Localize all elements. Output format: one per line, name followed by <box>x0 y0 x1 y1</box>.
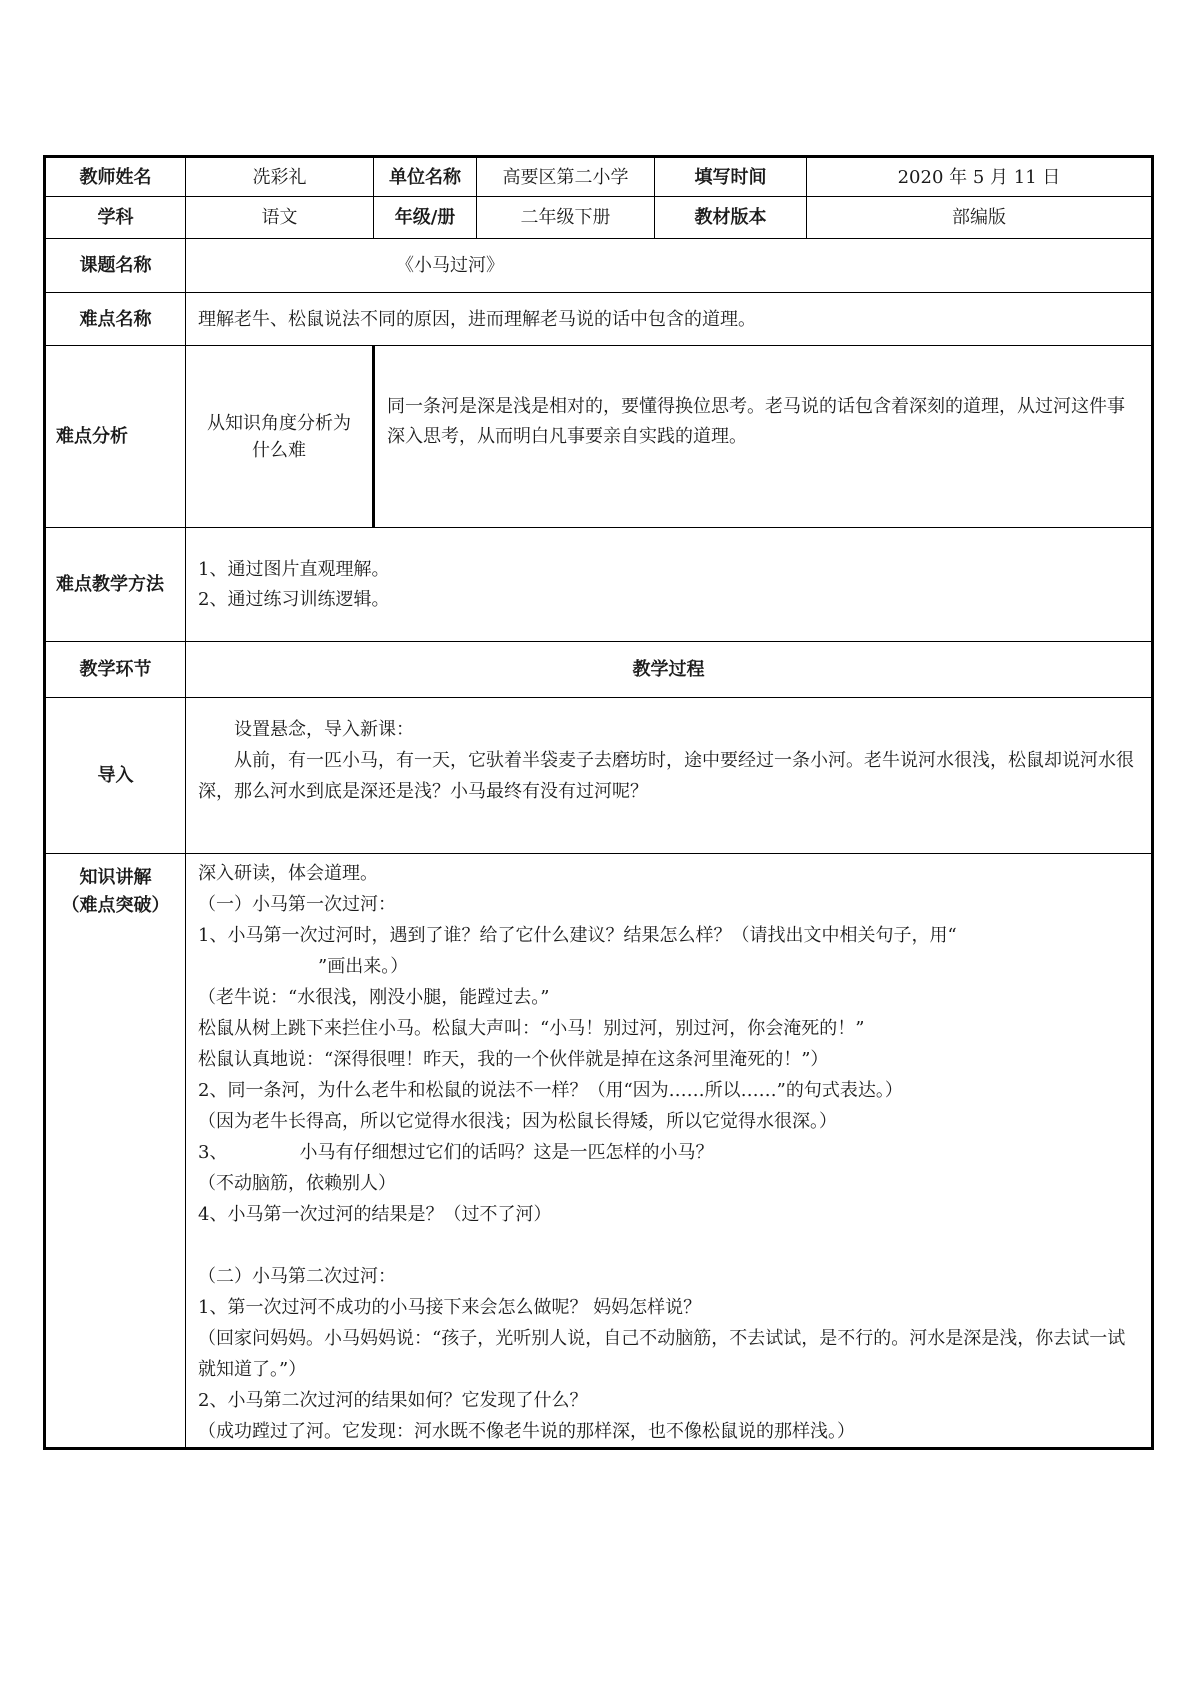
knowledge-line: ”画出来。） <box>318 956 409 977</box>
knowledge-line: （成功蹚过了河。它发现：河水既不像老牛说的那样深，也不像松鼠说的那样浅。） <box>198 1421 855 1442</box>
process-header-row <box>45 642 1153 698</box>
edition-value: 部编版 <box>807 197 1153 239</box>
difficulty-value: 理解老牛、松鼠说法不同的原因，进而理解老马说的话中包含的道理。 <box>186 293 1153 346</box>
date-value: 2020 年 5 月 11 日 <box>807 157 1153 197</box>
blank-gap <box>198 1230 1141 1261</box>
analysis-sub-label <box>186 346 374 528</box>
method-item: 1、通过图片直观理解。 <box>198 558 390 580</box>
difficulty-row <box>45 293 1153 346</box>
knowledge-line: （老牛说：“水很浅，刚没小腿，能蹚过去。” <box>198 987 550 1008</box>
intro-row <box>45 698 1153 854</box>
method-item: 2、通过练习训练逻辑。 <box>198 588 390 610</box>
process-label: 教学过程 <box>186 642 1153 698</box>
knowledge-line: （不动脑筋，依赖别人） <box>198 1173 396 1194</box>
analysis-sub-label-line-2: 什么难 <box>252 439 306 461</box>
intro-body <box>186 698 1153 854</box>
teacher-label: 教师姓名 <box>45 157 186 197</box>
topic-label: 课题名称 <box>45 239 186 293</box>
header-row-1 <box>45 157 1153 197</box>
knowledge-label <box>45 854 186 1449</box>
intro-line-1: 设置悬念，导入新课： <box>234 719 414 740</box>
header-row-2 <box>45 197 1153 239</box>
knowledge-line: （回家问妈妈。小马妈妈说：“孩子，光听别人说，自己不动脑筋，不去试试，是不行的。河水是深是浅，你去试一试就知道了。”） <box>198 1328 1126 1380</box>
knowledge-row <box>45 854 1153 1449</box>
method-row <box>45 528 1153 642</box>
analysis-row <box>45 346 1153 528</box>
topic-value: 《小马过河》 <box>186 239 1153 293</box>
lesson-plan-table <box>43 155 1154 1450</box>
subject-value: 语文 <box>186 197 374 239</box>
knowledge-line: 1、小马第一次过河时，遇到了谁？给了它什么建议？结果怎么样？（请找出文中相关句子，用“ <box>198 925 957 946</box>
stage-label: 教学环节 <box>45 642 186 698</box>
knowledge-line: （因为老牛长得高，所以它觉得水很浅；因为松鼠长得矮，所以它觉得水很深。） <box>198 1111 837 1132</box>
edition-label: 教材版本 <box>655 197 807 239</box>
unit-label: 单位名称 <box>374 157 477 197</box>
analysis-sub-label-line-1: 从知识角度分析为 <box>207 412 351 434</box>
knowledge-body <box>186 854 1153 1449</box>
knowledge-line: 松鼠从树上跳下来拦住小马。松鼠大声叫：“小马！别过河，别过河，你会淹死的！” <box>198 1018 865 1039</box>
topic-row <box>45 239 1153 293</box>
subject-label: 学科 <box>45 197 186 239</box>
knowledge-line: 2、同一条河，为什么老牛和松鼠的说法不一样？（用“因为……所以……”的句式表达。） <box>198 1080 903 1101</box>
knowledge-line-3-number: 3、 <box>198 1142 228 1163</box>
knowledge-label-line-2: （难点突破） <box>61 895 170 916</box>
knowledge-label-line-1: 知识讲解 <box>79 867 152 888</box>
knowledge-line-3 <box>198 1137 1141 1168</box>
analysis-label: 难点分析 <box>45 346 186 528</box>
grade-label: 年级/册 <box>374 197 477 239</box>
difficulty-label: 难点名称 <box>45 293 186 346</box>
teacher-value: 冼彩礼 <box>186 157 374 197</box>
knowledge-line: 4、小马第一次过河的结果是？（过不了河） <box>198 1204 552 1225</box>
unit-value: 高要区第二小学 <box>477 157 655 197</box>
knowledge-line: 2、小马第二次过河的结果如何？它发现了什么？ <box>198 1390 588 1411</box>
grade-value: 二年级下册 <box>477 197 655 239</box>
knowledge-line-3-text: 小马有仔细想过它们的话吗？这是一匹怎样的小马？ <box>299 1142 714 1163</box>
method-label: 难点教学方法 <box>45 528 186 642</box>
analysis-text: 同一条河是深是浅是相对的，要懂得换位思考。老马说的话包含着深刻的道理，从过河这件事深入思考，从而明白凡事要亲自实践的道理。 <box>374 346 1153 528</box>
intro-line-2: 从前，有一匹小马，有一天，它驮着半袋麦子去磨坊时，途中要经过一条小河。老牛说河水很浅，松鼠却说河水很深，那么河水到底是深还是浅？小马最终有没有过河呢？ <box>198 750 1134 802</box>
knowledge-line: （一）小马第一次过河： <box>198 894 396 915</box>
knowledge-line: 1、第一次过河不成功的小马接下来会怎么做呢？ 妈妈怎样说？ <box>198 1297 702 1318</box>
knowledge-line: （二）小马第二次过河： <box>198 1266 396 1287</box>
intro-label: 导入 <box>45 698 186 854</box>
knowledge-line: 深入研读，体会道理。 <box>198 863 378 884</box>
method-list <box>186 528 1153 642</box>
knowledge-line: 松鼠认真地说：“深得很哩！昨天，我的一个伙伴就是掉在这条河里淹死的！”） <box>198 1049 829 1070</box>
date-label: 填写时间 <box>655 157 807 197</box>
